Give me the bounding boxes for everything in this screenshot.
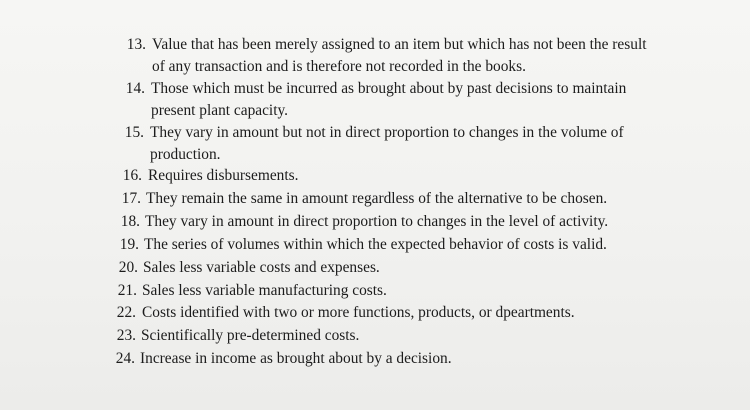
item-text: The series of volumes within which the expected behavior of costs is valid.: [144, 236, 607, 253]
item-text: Value that has been merely assigned to an item but which has not been the result: [152, 36, 647, 53]
item-number: 13.: [126, 36, 146, 53]
item-text-continued: present plant capacity.: [151, 102, 289, 119]
item-number: 19.: [119, 236, 139, 253]
item-number: 21.: [117, 282, 137, 299]
item-text: Sales less variable manufacturing costs.: [142, 282, 387, 299]
item-number: 22.: [116, 304, 136, 321]
item-number: 20.: [118, 259, 138, 276]
item-text: They vary in amount but not in direct proportion to changes in the volume of: [150, 124, 624, 141]
item-text-continued: of any transaction and is therefore not recorded in the books.: [152, 58, 526, 75]
item-number: 14.: [125, 80, 145, 97]
item-number: 16.: [122, 167, 142, 184]
item-text: They remain the same in amount regardless of the alternative to be chosen.: [146, 190, 608, 207]
item-text: They vary in amount in direct proportion to changes in the level of activity.: [145, 213, 609, 230]
item-number: 24.: [115, 350, 135, 367]
item-number: 23.: [116, 327, 136, 344]
item-number: 15.: [124, 124, 144, 141]
item-number: 18.: [120, 213, 140, 230]
item-text: Those which must be incurred as brought about by past decisions to maintain: [151, 80, 627, 97]
item-text: Requires disbursements.: [148, 167, 299, 184]
item-text: Scientifically pre-determined costs.: [141, 327, 360, 344]
item-number: 17.: [121, 190, 141, 207]
item-text: Costs identified with two or more functions, products, or dpeartments.: [142, 304, 575, 321]
item-text: Sales less variable costs and expenses.: [143, 259, 380, 276]
item-text-continued: production.: [150, 146, 221, 163]
item-text: Increase in income as brought about by a decision.: [140, 350, 452, 367]
